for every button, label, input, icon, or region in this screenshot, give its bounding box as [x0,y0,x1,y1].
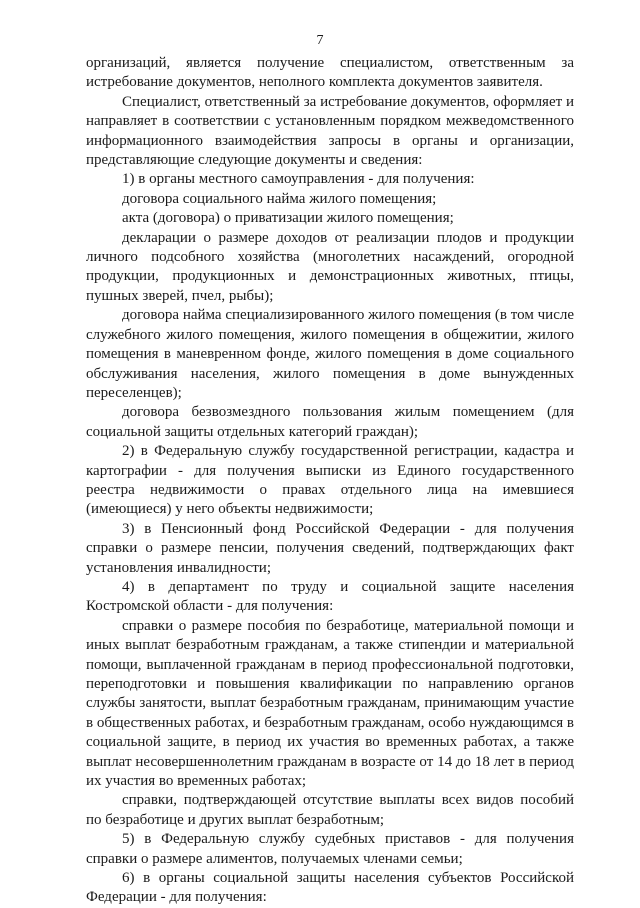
list-item: акта (договора) о приватизации жилого помещения; [122,210,454,227]
list-item: 4) в департамент по труду и социальной защите населения Костромской области - для получения: [86,578,574,615]
list-item: справки о размере пособия по безработице, материальной помощи и иных выплат безработным гражданам, а также стипендии и материальной помощи, выплаченной гражданам в период профессиональной подготовки, переподготовки и повышения квалификации по направлению органов службы занятости, выплат безработным гражданам, принимающим участие в общественных работах, и безработным гражданам, особо нуждающимся в социальной защите, в период их участия во временных работах, а также выплат несовершеннолетним гражданам в возрасте от 14 до 18 лет в период их участия во временных работах; [86,617,574,790]
document-body [86,54,574,908]
list-item: 2) в Федеральную службу государственной регистрации, кадастра и картографии - для получения выписки из Единого государственного реестра недвижимости о правах отдельного лица на имевшиеся (имеющиеся) у него объекты недвижимости; [86,443,574,518]
list-item: договора социального найма жилого помещения; [122,190,437,207]
list-item: договора найма специализированного жилого помещения (в том числе служебного жилого помещения, жилого помещения в общежитии, жилого помещения в маневренном фонде, жилого помещения в доме социального обслуживания населения, жилого помещения в доме вынужденных переселенцев); [86,307,574,401]
list-item: 5) в Федеральную службу судебных приставов - для получения справки о размере алиментов, получаемых членами семьи; [86,831,574,867]
list-item: договора безвозмездного пользования жилым помещением (для социальной защиты отдельных категорий граждан); [86,404,574,440]
page-number: 7 [316,33,324,48]
list-item: 3) в Пенсионный фонд Российской Федерации - для получения справки о размере пенсии, получения сведений, подтверждающих факт установления инвалидности; [86,520,574,576]
paragraph: организаций, является получение специалистом, ответственным за истребование документов, неполного комплекта документов заявителя. [86,55,574,91]
list-item: декларации о размере доходов от реализации плодов и продукции личного подсобного хозяйства (многолетних насаждений, огородной продукции, продукционных и демонстрационных животных, птицы, пушных зверей, пчел, рыбы); [86,229,574,304]
list-item: 1) в органы местного самоуправления - для получения: [122,171,475,188]
list-item: 6) в органы социальной защиты населения субъектов Российской Федерации - для получения: [86,870,574,906]
paragraph: Специалист, ответственный за истребование документов, оформляет и направляет в соответствии с установленным порядком межведомственного информационного взаимодействия запросы в органы и организации, представляющие следующие документы и сведения: [86,93,574,169]
list-item: справки, подтверждающей отсутствие выплаты всех видов пособий по безработице и других выплат безработным; [86,792,574,828]
